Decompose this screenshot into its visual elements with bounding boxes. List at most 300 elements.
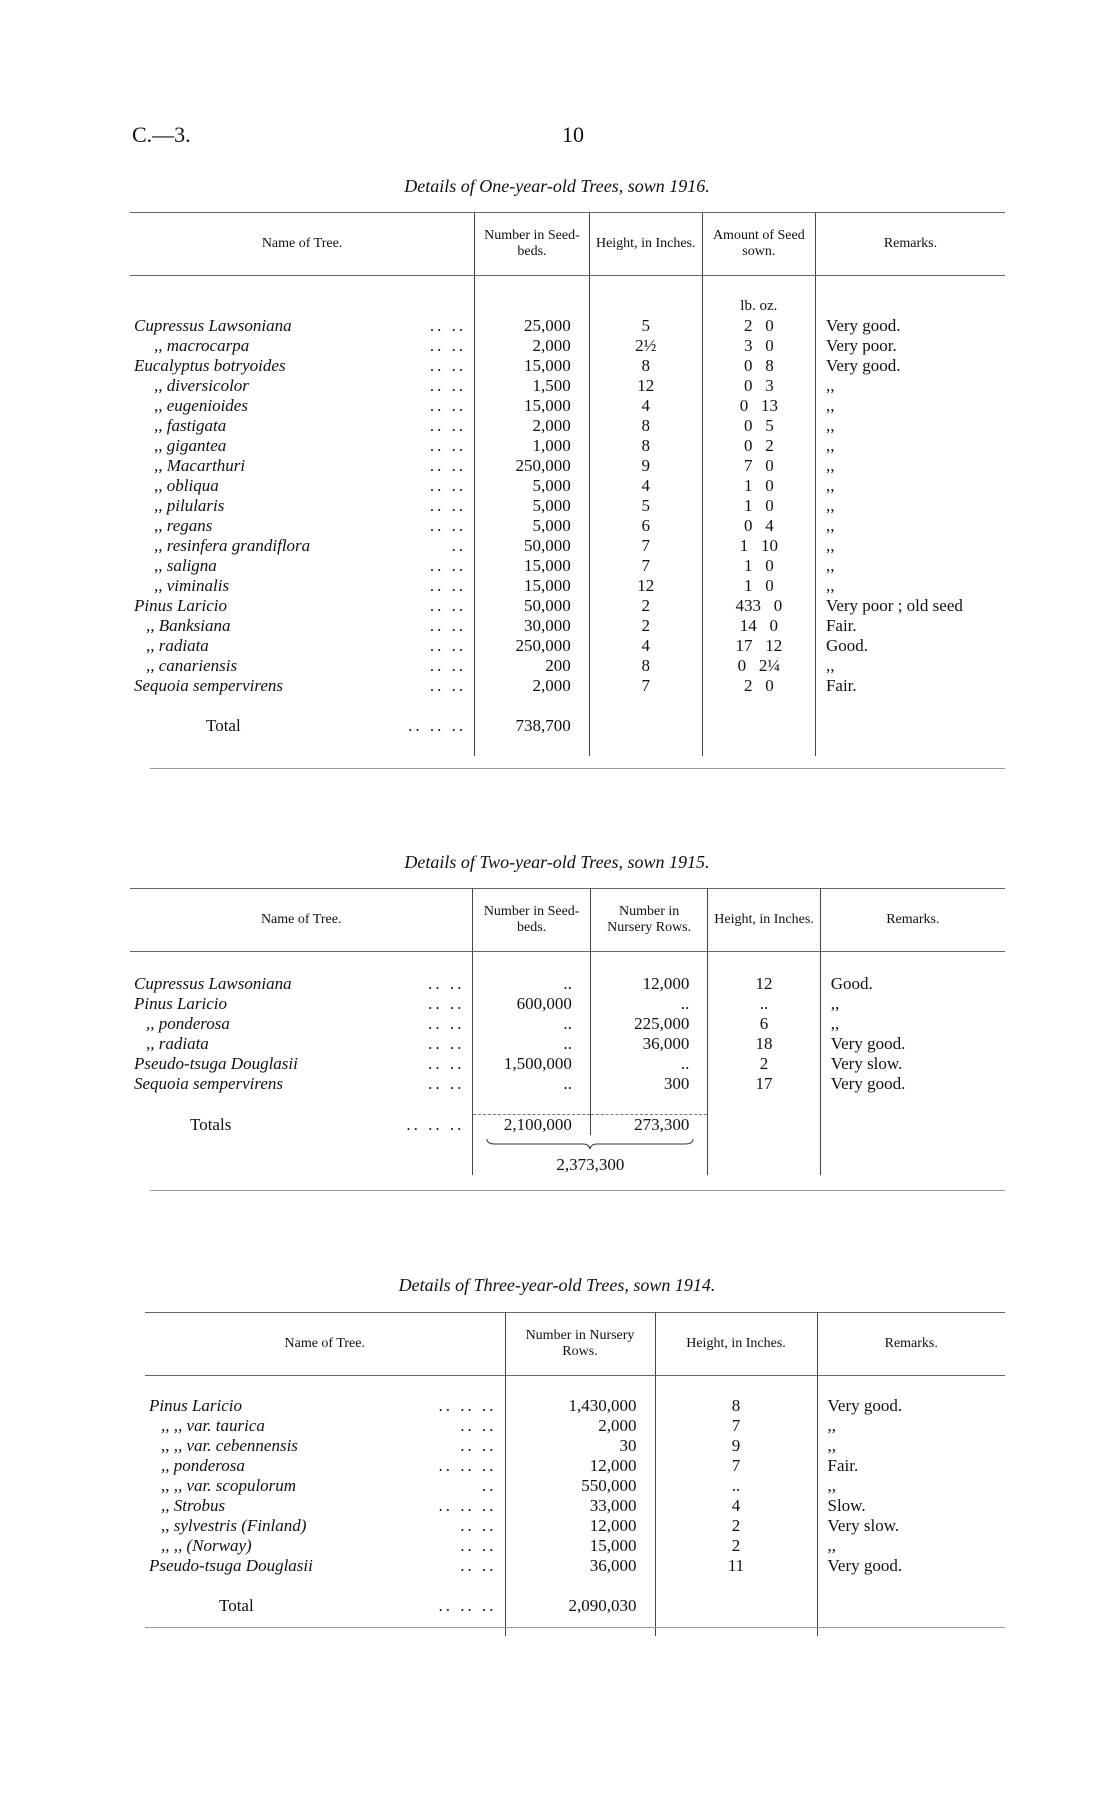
seedbed-count: 250,000 bbox=[475, 456, 590, 476]
height-value: 2 bbox=[655, 1536, 817, 1556]
tree-name: ,, fastigata bbox=[154, 416, 227, 435]
tree-name: ,, canariensis bbox=[146, 656, 238, 675]
table-row bbox=[145, 1396, 1005, 1416]
leader-dots: .. bbox=[451, 536, 467, 555]
tree-name: Pseudo-tsuga Douglasii bbox=[149, 1556, 313, 1575]
seed-amount bbox=[702, 516, 815, 536]
seed-amount bbox=[702, 496, 815, 516]
height-value: 8 bbox=[589, 436, 702, 456]
table2-bottom-rule bbox=[150, 1190, 1005, 1191]
seedbed-count: 25,000 bbox=[475, 316, 590, 336]
remarks: Very poor ; old seed bbox=[815, 596, 1005, 616]
remarks: Fair. bbox=[815, 676, 1005, 696]
leader-dots: .. .. bbox=[429, 376, 467, 395]
seedbed-count: 1,500,000 bbox=[473, 1054, 591, 1074]
table-row bbox=[130, 1034, 1005, 1054]
leader-dots: .. .. bbox=[429, 496, 467, 515]
height-value: .. bbox=[708, 994, 820, 1014]
height-value: 12 bbox=[589, 376, 702, 396]
leader-dots: .. .. .. bbox=[438, 1456, 497, 1475]
remarks: ,, bbox=[815, 376, 1005, 396]
leader-dots: .. .. .. bbox=[438, 1596, 497, 1615]
table-row bbox=[130, 656, 1005, 676]
tree-name: ,, regans bbox=[154, 516, 213, 535]
table2-col-name: Name of Tree. bbox=[130, 889, 473, 952]
height-value: 9 bbox=[589, 456, 702, 476]
seedbed-count: 250,000 bbox=[475, 636, 590, 656]
seed-amount bbox=[702, 676, 815, 696]
nursery-count: .. bbox=[590, 994, 708, 1014]
remarks: Very good. bbox=[820, 1074, 1005, 1094]
total-nursery: 2,090,030 bbox=[505, 1596, 655, 1616]
table-row bbox=[130, 356, 1005, 376]
leader-dots: .. .. bbox=[428, 974, 465, 993]
seed-lb: 1 bbox=[743, 476, 753, 495]
remarks: ,, bbox=[815, 456, 1005, 476]
remarks: Very good. bbox=[815, 356, 1005, 376]
seed-oz: 4 bbox=[765, 516, 774, 535]
seed-amount bbox=[702, 456, 815, 476]
tree-name: ,, gigantea bbox=[154, 436, 227, 455]
table-row bbox=[145, 1556, 1005, 1576]
height-value: 9 bbox=[655, 1436, 817, 1456]
total-seedbeds: 2,100,000 bbox=[473, 1115, 591, 1136]
table1-caption: Details of One-year-old Trees, sown 1916. bbox=[404, 176, 710, 196]
remarks: ,, bbox=[820, 1014, 1005, 1034]
tree-name: Sequoia sempervirens bbox=[134, 676, 284, 695]
leader-dots: .. .. bbox=[460, 1436, 497, 1455]
tree-name: Pinus Laricio bbox=[134, 596, 228, 615]
table-row bbox=[145, 1456, 1005, 1476]
seed-lb: 0 bbox=[743, 516, 753, 535]
nursery-count: 300 bbox=[590, 1074, 708, 1094]
leader-dots: .. .. bbox=[429, 656, 467, 675]
table-row bbox=[130, 396, 1005, 416]
height-value: 17 bbox=[708, 1074, 820, 1094]
tree-name: Pinus Laricio bbox=[149, 1396, 243, 1415]
table3-total-row bbox=[145, 1596, 1005, 1616]
seed-oz: 10 bbox=[760, 536, 778, 555]
table-row bbox=[130, 316, 1005, 336]
table-row bbox=[130, 1054, 1005, 1074]
seedbed-count: 15,000 bbox=[475, 556, 590, 576]
table2-col-seedbeds: Number in Seed-beds. bbox=[473, 889, 591, 952]
nursery-count: 36,000 bbox=[590, 1034, 708, 1054]
seed-oz: 0 bbox=[765, 336, 774, 355]
grand-total: 2,373,300 bbox=[473, 1155, 708, 1175]
seed-amount bbox=[702, 636, 815, 656]
remarks: ,, bbox=[815, 656, 1005, 676]
table2-col-remarks: Remarks. bbox=[820, 889, 1005, 952]
table3 bbox=[145, 1313, 1005, 1636]
height-value: 2 bbox=[655, 1516, 817, 1536]
leader-dots: .. .. bbox=[460, 1416, 497, 1435]
seed-oz: 12 bbox=[765, 636, 783, 655]
total-label: Total bbox=[206, 716, 241, 735]
seed-oz: 0 bbox=[765, 556, 774, 575]
table2-caption: Details of Two-year-old Trees, sown 1915. bbox=[404, 852, 710, 872]
seed-amount bbox=[702, 376, 815, 396]
seed-lb: 1 bbox=[743, 556, 753, 575]
height-value: 2 bbox=[708, 1054, 820, 1074]
seed-lb: 17 bbox=[735, 636, 753, 655]
seed-lb: 433 bbox=[735, 596, 761, 615]
tree-name: ,, ,, var. scopulorum bbox=[161, 1476, 297, 1495]
seed-lb: 2 bbox=[743, 316, 753, 335]
nursery-count: 30 bbox=[505, 1436, 655, 1456]
height-value: 4 bbox=[589, 636, 702, 656]
table-row bbox=[130, 516, 1005, 536]
leader-dots: .. .. bbox=[429, 456, 467, 475]
seed-lb: 2 bbox=[743, 676, 753, 695]
tree-name: ,, sylvestris (Finland) bbox=[161, 1516, 307, 1535]
remarks: ,, bbox=[815, 496, 1005, 516]
table-row bbox=[130, 556, 1005, 576]
height-value: 6 bbox=[708, 1014, 820, 1034]
seed-lb: 1 bbox=[743, 496, 753, 515]
seed-lb: 0 bbox=[739, 396, 749, 415]
table2-col-nursery: Number in Nursery Rows. bbox=[590, 889, 708, 952]
seed-oz: 0 bbox=[765, 496, 774, 515]
seed-amount bbox=[702, 576, 815, 596]
remarks: ,, bbox=[817, 1436, 1005, 1456]
seed-oz: 5 bbox=[765, 416, 774, 435]
height-value: 2 bbox=[589, 616, 702, 636]
nursery-count: 36,000 bbox=[505, 1556, 655, 1576]
tree-name: ,, eugenioides bbox=[154, 396, 248, 415]
seed-amount bbox=[702, 556, 815, 576]
remarks: Very good. bbox=[817, 1396, 1005, 1416]
table-row bbox=[130, 456, 1005, 476]
remarks: ,, bbox=[815, 436, 1005, 456]
height-value: 12 bbox=[708, 974, 820, 994]
tree-name: Pinus Laricio bbox=[134, 994, 228, 1013]
nursery-count: 33,000 bbox=[505, 1496, 655, 1516]
total-label: Total bbox=[219, 1596, 254, 1615]
leader-dots: .. .. bbox=[429, 636, 467, 655]
leader-dots: .. .. bbox=[429, 436, 467, 455]
leader-dots: .. .. bbox=[429, 316, 467, 335]
tree-name: ,, Banksiana bbox=[146, 616, 231, 635]
seed-amount bbox=[702, 596, 815, 616]
table1-col-remarks: Remarks. bbox=[815, 213, 1005, 276]
seed-oz: 0 bbox=[765, 576, 774, 595]
leader-dots: .. .. bbox=[429, 516, 467, 535]
table-row bbox=[145, 1516, 1005, 1536]
remarks: Slow. bbox=[817, 1496, 1005, 1516]
total-number: 738,700 bbox=[475, 716, 590, 736]
remarks: Fair. bbox=[815, 616, 1005, 636]
seed-oz: 0 bbox=[765, 456, 774, 475]
totals-label: Totals bbox=[190, 1114, 232, 1134]
height-value: 7 bbox=[655, 1456, 817, 1476]
remarks: ,, bbox=[815, 576, 1005, 596]
seedbed-count: 5,000 bbox=[475, 496, 590, 516]
leader-dots: .. .. bbox=[429, 676, 467, 695]
seedbed-count: 2,000 bbox=[475, 336, 590, 356]
table-row bbox=[130, 576, 1005, 596]
table1-col-height: Height, in Inches. bbox=[589, 213, 702, 276]
remarks: Very good. bbox=[820, 1034, 1005, 1054]
document-code: C.—3. bbox=[132, 122, 191, 147]
height-value: 2½ bbox=[589, 336, 702, 356]
tree-name: ,, Strobus bbox=[161, 1496, 226, 1515]
seedbed-count: 50,000 bbox=[475, 596, 590, 616]
tree-name: Eucalyptus botryoides bbox=[134, 356, 286, 375]
tree-name: Sequoia sempervirens bbox=[134, 1074, 284, 1093]
table-row bbox=[130, 636, 1005, 656]
leader-dots: .. .. bbox=[428, 1014, 465, 1033]
nursery-count: 2,000 bbox=[505, 1416, 655, 1436]
height-value: 8 bbox=[655, 1396, 817, 1416]
seedbed-count: .. bbox=[473, 1014, 591, 1034]
tree-name: ,, macrocarpa bbox=[154, 336, 250, 355]
leader-dots: .. .. bbox=[428, 1074, 465, 1093]
table1-units: lb. oz. bbox=[702, 296, 815, 316]
leader-dots: .. .. bbox=[429, 336, 467, 355]
table-row bbox=[145, 1416, 1005, 1436]
table-row bbox=[130, 1074, 1005, 1094]
remarks: ,, bbox=[820, 994, 1005, 1014]
table1-header-row bbox=[130, 213, 1005, 276]
height-value: 8 bbox=[589, 416, 702, 436]
height-value: 7 bbox=[589, 536, 702, 556]
table-row bbox=[130, 1014, 1005, 1034]
remarks: Good. bbox=[820, 974, 1005, 994]
leader-dots: .. .. bbox=[429, 476, 467, 495]
leader-dots: .. .. .. bbox=[438, 1496, 497, 1515]
tree-name: ,, Macarthuri bbox=[154, 456, 246, 475]
height-value: 4 bbox=[589, 396, 702, 416]
remarks: ,, bbox=[815, 476, 1005, 496]
leader-dots: .. .. bbox=[429, 356, 467, 375]
table2-col-height: Height, in Inches. bbox=[708, 889, 820, 952]
tree-name: Cupressus Lawsoniana bbox=[134, 316, 292, 335]
table1-total-row bbox=[130, 716, 1005, 736]
leader-dots: .. .. .. bbox=[438, 1396, 497, 1415]
seed-lb: 0 bbox=[743, 376, 753, 395]
height-value: 7 bbox=[589, 676, 702, 696]
table1-col-amount: Amount of Seed sown. bbox=[702, 213, 815, 276]
height-value: 7 bbox=[655, 1416, 817, 1436]
leader-dots: .. .. bbox=[428, 1034, 465, 1053]
leader-dots: .. .. bbox=[460, 1516, 497, 1535]
tree-name: ,, viminalis bbox=[154, 576, 230, 595]
height-value: 11 bbox=[655, 1556, 817, 1576]
nursery-count: 225,000 bbox=[590, 1014, 708, 1034]
seed-oz: 13 bbox=[760, 396, 778, 415]
seedbed-count: .. bbox=[473, 1034, 591, 1054]
table3-caption: Details of Three-year-old Trees, sown 1914. bbox=[398, 1275, 716, 1295]
remarks: Very slow. bbox=[820, 1054, 1005, 1074]
height-value: 5 bbox=[589, 316, 702, 336]
seedbed-count: .. bbox=[473, 974, 591, 994]
table-row bbox=[130, 476, 1005, 496]
table-row bbox=[145, 1536, 1005, 1556]
table2-totals-row bbox=[130, 1115, 1005, 1136]
table-row bbox=[145, 1496, 1005, 1516]
leader-dots: .. .. bbox=[460, 1556, 497, 1575]
seed-amount bbox=[702, 416, 815, 436]
leader-dots: .. .. bbox=[429, 616, 467, 635]
table-row bbox=[130, 536, 1005, 556]
seed-lb: 0 bbox=[737, 656, 747, 675]
seedbed-count: 50,000 bbox=[475, 536, 590, 556]
tree-name: ,, ,, var. taurica bbox=[161, 1416, 265, 1435]
remarks: ,, bbox=[815, 516, 1005, 536]
seed-oz: 2 bbox=[765, 436, 774, 455]
leader-dots: .. .. bbox=[429, 576, 467, 595]
remarks: ,, bbox=[815, 556, 1005, 576]
table-row bbox=[130, 676, 1005, 696]
seed-oz: 0 bbox=[765, 676, 774, 695]
table1-col-name: Name of Tree. bbox=[130, 213, 475, 276]
height-value: 4 bbox=[655, 1496, 817, 1516]
tree-name: ,, ponderosa bbox=[161, 1456, 245, 1475]
table2-grand-total-row bbox=[130, 1155, 1005, 1175]
remarks: ,, bbox=[815, 416, 1005, 436]
leader-dots: .. .. bbox=[428, 1054, 465, 1073]
table-row bbox=[130, 596, 1005, 616]
remarks: ,, bbox=[817, 1536, 1005, 1556]
seed-lb: 1 bbox=[739, 536, 749, 555]
table-row bbox=[130, 974, 1005, 994]
seedbed-count: .. bbox=[473, 1074, 591, 1094]
seedbed-count: 1,000 bbox=[475, 436, 590, 456]
nursery-count: 1,430,000 bbox=[505, 1396, 655, 1416]
remarks: Very good. bbox=[815, 316, 1005, 336]
table2 bbox=[130, 889, 1005, 1175]
tree-name: Cupressus Lawsoniana bbox=[134, 974, 292, 993]
tree-name: ,, ponderosa bbox=[146, 1014, 230, 1033]
tree-name: Pseudo-tsuga Douglasii bbox=[134, 1054, 298, 1073]
remarks: ,, bbox=[817, 1416, 1005, 1436]
table1 bbox=[130, 213, 1005, 756]
tree-name: ,, ,, (Norway) bbox=[161, 1536, 252, 1555]
leader-dots: .. .. bbox=[429, 396, 467, 415]
leader-dots: .. .. bbox=[429, 596, 467, 615]
height-value: 8 bbox=[589, 656, 702, 676]
seedbed-count: 5,000 bbox=[475, 516, 590, 536]
table1-units-row bbox=[130, 296, 1005, 316]
seed-lb: 3 bbox=[743, 336, 753, 355]
height-value: 2 bbox=[589, 596, 702, 616]
seed-lb: 0 bbox=[743, 416, 753, 435]
seed-amount bbox=[702, 316, 815, 336]
height-value: 12 bbox=[589, 576, 702, 596]
table-row bbox=[130, 416, 1005, 436]
seedbed-count: 2,000 bbox=[475, 416, 590, 436]
table2-brace-row bbox=[130, 1135, 1005, 1155]
table-row bbox=[130, 436, 1005, 456]
seed-lb: 14 bbox=[739, 616, 757, 635]
table1-bottom-rule bbox=[150, 768, 1005, 769]
height-value: 6 bbox=[589, 516, 702, 536]
tree-name: ,, ,, var. cebennensis bbox=[161, 1436, 298, 1455]
page-number: 10 bbox=[562, 122, 584, 147]
seed-oz: 0 bbox=[773, 596, 783, 615]
table-row bbox=[130, 336, 1005, 356]
remarks: ,, bbox=[817, 1476, 1005, 1496]
remarks: Very good. bbox=[817, 1556, 1005, 1576]
leader-dots: .. .. bbox=[429, 556, 467, 575]
seed-lb: 0 bbox=[743, 436, 753, 455]
leader-dots: .. .. .. bbox=[408, 716, 467, 735]
seedbed-count: 1,500 bbox=[475, 376, 590, 396]
remarks: Very slow. bbox=[817, 1516, 1005, 1536]
seedbed-count: 15,000 bbox=[475, 396, 590, 416]
seed-lb: 1 bbox=[743, 576, 753, 595]
seed-lb: 0 bbox=[743, 356, 753, 375]
leader-dots: .. .. bbox=[460, 1536, 497, 1555]
nursery-count: 550,000 bbox=[505, 1476, 655, 1496]
leader-dots: .. .. bbox=[428, 994, 465, 1013]
table3-col-name: Name of Tree. bbox=[145, 1313, 505, 1376]
seed-oz: 3 bbox=[765, 376, 774, 395]
table1-col-number: Number in Seed-beds. bbox=[475, 213, 590, 276]
seed-amount bbox=[702, 436, 815, 456]
seed-oz: 0 bbox=[765, 316, 774, 335]
table3-header-row bbox=[145, 1313, 1005, 1376]
seedbed-count: 15,000 bbox=[475, 356, 590, 376]
table3-col-remarks: Remarks. bbox=[817, 1313, 1005, 1376]
table-row bbox=[130, 994, 1005, 1014]
nursery-count: 12,000 bbox=[590, 974, 708, 994]
table1-body bbox=[130, 316, 1005, 756]
brace-icon bbox=[485, 1138, 695, 1150]
seed-amount bbox=[702, 536, 815, 556]
seedbed-count: 2,000 bbox=[475, 676, 590, 696]
seed-amount bbox=[702, 656, 815, 676]
height-value: .. bbox=[655, 1476, 817, 1496]
tree-name: ,, radiata bbox=[146, 1034, 209, 1053]
height-value: 7 bbox=[589, 556, 702, 576]
tree-name: ,, radiata bbox=[146, 636, 209, 655]
remarks: Very poor. bbox=[815, 336, 1005, 356]
table3-col-nursery: Number in Nursery Rows. bbox=[505, 1313, 655, 1376]
seed-amount bbox=[702, 356, 815, 376]
leader-dots: .. bbox=[482, 1476, 497, 1495]
seed-oz: 0 bbox=[765, 476, 774, 495]
seedbed-count: 5,000 bbox=[475, 476, 590, 496]
leader-dots: .. .. bbox=[429, 416, 467, 435]
nursery-count: .. bbox=[590, 1054, 708, 1074]
seedbed-count: 15,000 bbox=[475, 576, 590, 596]
table-row bbox=[130, 376, 1005, 396]
table-row bbox=[145, 1476, 1005, 1496]
seedbed-count: 30,000 bbox=[475, 616, 590, 636]
nursery-count: 12,000 bbox=[505, 1456, 655, 1476]
remarks: ,, bbox=[815, 396, 1005, 416]
totals-brace bbox=[473, 1135, 708, 1155]
table-row bbox=[130, 496, 1005, 516]
seed-amount bbox=[702, 476, 815, 496]
nursery-count: 15,000 bbox=[505, 1536, 655, 1556]
seedbed-count: 200 bbox=[475, 656, 590, 676]
remarks: Good. bbox=[815, 636, 1005, 656]
height-value: 5 bbox=[589, 496, 702, 516]
seed-oz: 0 bbox=[769, 616, 778, 635]
seed-amount bbox=[702, 616, 815, 636]
seed-lb: 7 bbox=[743, 456, 753, 475]
seed-oz: 2¼ bbox=[758, 656, 781, 675]
seed-oz: 8 bbox=[765, 356, 774, 375]
tree-name: ,, saligna bbox=[154, 556, 217, 575]
remarks: Fair. bbox=[817, 1456, 1005, 1476]
seed-amount bbox=[702, 396, 815, 416]
table2-header-row bbox=[130, 889, 1005, 952]
seedbed-count: 600,000 bbox=[473, 994, 591, 1014]
